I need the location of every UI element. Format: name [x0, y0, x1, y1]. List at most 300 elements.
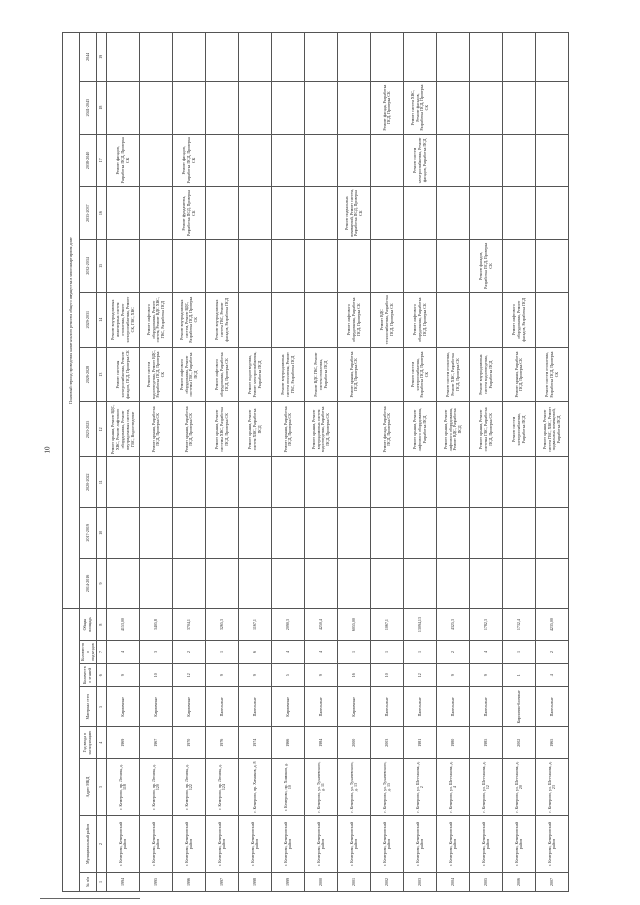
period-cell — [173, 240, 206, 293]
period-cell — [404, 457, 437, 508]
period-cell — [536, 558, 569, 609]
district-cell: г. Кемерово, Кемеровский район — [536, 816, 569, 873]
entrances-cell: 1 — [503, 640, 536, 663]
period-cell — [305, 240, 338, 293]
period-cell — [107, 457, 140, 508]
address-cell: г. Кемерово, ул. Шестакова, д. 2 — [404, 759, 437, 816]
period-cell: Ремонт водоотведения, Ремонт электроснабжения, Разработка ПСД — [239, 347, 272, 402]
entrances-cell: 4 — [107, 640, 140, 663]
period-cell — [470, 81, 503, 134]
period-cell — [371, 33, 404, 82]
period-cell — [206, 33, 239, 82]
address-cell: г. Кемерово, пр. Ленина, д. 118 — [107, 759, 140, 816]
period-cell — [503, 457, 536, 508]
period-cell: Ремонт крыши, Разработка ПСД, Проверка СК — [272, 402, 305, 457]
area-cell: 6055,00 — [338, 609, 371, 641]
period-cell — [239, 507, 272, 558]
period-cell — [173, 33, 206, 82]
table-row — [404, 33, 437, 892]
table-body — [107, 33, 569, 892]
floors-cell: 9 — [305, 664, 338, 687]
period-cell — [140, 558, 173, 609]
year-cell: 1969 — [107, 727, 140, 759]
row-number: 1994 — [107, 873, 140, 892]
period-cell: Ремонт систем электроснабжения, Разработка ПСД, Проверка СК — [404, 347, 437, 402]
capital-repair-table — [62, 32, 569, 892]
header-row — [80, 33, 97, 892]
walls-cell: Панельные — [239, 687, 272, 727]
period-cell — [206, 558, 239, 609]
floors-cell: 4 — [536, 664, 569, 687]
period-cell — [107, 507, 140, 558]
area-cell: 13094,13 — [404, 609, 437, 641]
period-cell: Ремонт внутридомовых систем отопления, Ремонт ГВС, Разработка ПСД — [272, 347, 305, 402]
period-cell — [305, 292, 338, 347]
district-cell: г. Кемерово, Кемеровский район — [404, 816, 437, 873]
period-cell — [404, 187, 437, 240]
period-cell — [503, 81, 536, 134]
period-cell — [272, 187, 305, 240]
district-cell: г. Кемерово, Кемеровский район — [272, 816, 305, 873]
column-header: 2026-2028 — [80, 347, 97, 402]
column-header: 2020-2022 — [80, 457, 97, 508]
walls-cell: Кирпичные — [140, 687, 173, 727]
year-cell: 1985 — [470, 727, 503, 759]
entrances-cell: 6 — [239, 640, 272, 663]
column-index: 16 — [97, 187, 107, 240]
table-row — [305, 33, 338, 892]
area-cell: 3405,8 — [140, 609, 173, 641]
year-cell: 1974 — [239, 727, 272, 759]
district-cell: г. Кемерово, Кемеровский район — [470, 816, 503, 873]
row-number: 1999 — [272, 873, 305, 892]
period-cell: Ремонт крыши, Ремонт системы ХВС, Разработка ПСД, Проверка СК — [206, 402, 239, 457]
period-cell — [437, 33, 470, 82]
column-header: 2029-2031 — [80, 292, 97, 347]
period-cell — [305, 134, 338, 187]
period-cell — [371, 507, 404, 558]
table-row — [338, 33, 371, 892]
entrances-cell: 2 — [173, 640, 206, 663]
period-cell — [404, 507, 437, 558]
period-cell — [470, 33, 503, 82]
period-cell: Ремонт крыши, Разработка ПСД, Проверка СК — [503, 347, 536, 402]
entrances-cell: 1 — [206, 640, 239, 663]
period-cell — [173, 507, 206, 558]
period-cell — [173, 457, 206, 508]
column-header: Муниципальный район — [80, 816, 97, 873]
period-cell — [536, 507, 569, 558]
period-cell — [272, 558, 305, 609]
period-cell — [404, 33, 437, 82]
column-header: Материал стен — [80, 687, 97, 727]
walls-cell: Кирпичные — [272, 687, 305, 727]
year-cell: 2003 — [371, 727, 404, 759]
walls-cell: Панельные — [371, 687, 404, 727]
table-row — [140, 33, 173, 892]
period-cell — [536, 33, 569, 82]
period-cell: Ремонт лифтового оборудования, Разработка ПСД, Проверка СК — [404, 292, 437, 347]
period-cell: Ремонт лифтового оборудования, Ремонт фасадов, Разработка ПСД — [503, 292, 536, 347]
period-cell — [140, 134, 173, 187]
period-cell — [206, 240, 239, 293]
period-cell — [239, 134, 272, 187]
column-header: Количество подъездов — [80, 640, 97, 663]
address-cell: г. Кемерово, ул. Тухачевского, д. 15 — [371, 759, 404, 816]
period-cell: Ремонт ВДС теплоснабжения, Разработка ПСД, Проверка СК — [371, 292, 404, 347]
floors-cell: 10 — [140, 664, 173, 687]
address-cell: г. Кемерово, ул. Шестакова, д. 4 — [437, 759, 470, 816]
table-row — [470, 33, 503, 892]
period-cell: Ремонт крыши, Ремонт лифтового оборудования, Разработка ПСД — [404, 402, 437, 457]
period-cell: Ремонт систем электроснабжения, Разработка ПСД — [503, 402, 536, 457]
period-caption: Плановый период проведения капитального ремонта общего имущества в многоквартирном доме — [63, 33, 80, 609]
period-cell — [239, 33, 272, 82]
table-row — [371, 33, 404, 892]
year-cell: 1966 — [272, 727, 305, 759]
area-cell: 4235,00 — [536, 609, 569, 641]
period-cell — [107, 81, 140, 134]
period-cell — [239, 292, 272, 347]
row-number: 2007 — [536, 873, 569, 892]
column-index: 2 — [97, 816, 107, 873]
period-cell — [503, 507, 536, 558]
column-header: 2038-2040 — [80, 134, 97, 187]
year-cell: 1976 — [206, 727, 239, 759]
district-cell: г. Кемерово, Кемеровский район — [140, 816, 173, 873]
entrances-cell: 4 — [470, 640, 503, 663]
period-cell — [338, 81, 371, 134]
year-cell: 1970 — [173, 727, 206, 759]
period-cell: Ремонт внутридомовых систем водоотведения, Разработка ПСД — [470, 347, 503, 402]
period-cell — [107, 33, 140, 82]
period-cell — [305, 457, 338, 508]
address-cell: г. Кемерово, ул. Шестакова, д. 12 — [470, 759, 503, 816]
period-cell: Ремонт крыши, Ремонт системы ГВС, Разработка ПСД, Проверка СК — [470, 402, 503, 457]
period-cell — [536, 457, 569, 508]
column-index: 19 — [97, 33, 107, 82]
address-cell: г. Кемерово, ул. Шестакова, д. 20 — [503, 759, 536, 816]
column-header: 2017-2019 — [80, 507, 97, 558]
period-cell — [536, 187, 569, 240]
entrances-cell: 1 — [404, 640, 437, 663]
column-index: 4 — [97, 727, 107, 759]
row-number: 1997 — [206, 873, 239, 892]
period-cell — [272, 507, 305, 558]
column-index: 6 — [97, 664, 107, 687]
area-cell: 1067,1 — [371, 609, 404, 641]
floors-cell: 9 — [437, 664, 470, 687]
column-header: Адрес МКД — [80, 759, 97, 816]
period-cell — [272, 292, 305, 347]
period-cell — [140, 33, 173, 82]
district-cell: г. Кемерово, Кемеровский район — [305, 816, 338, 873]
area-cell: 3265,3 — [206, 609, 239, 641]
period-cell — [371, 558, 404, 609]
period-cell — [470, 558, 503, 609]
district-cell: г. Кемерово, Кемеровский район — [503, 816, 536, 873]
address-cell: г. Кемерово, пр. Ленина, д. 124 — [206, 759, 239, 816]
address-cell: г. Кемерово, ул. Шестакова, д. 23 — [536, 759, 569, 816]
period-cell — [503, 134, 536, 187]
walls-cell: Кирпичные — [107, 687, 140, 727]
entrances-cell: 2 — [437, 640, 470, 663]
floors-cell: 9 — [107, 664, 140, 687]
period-cell — [107, 558, 140, 609]
period-cell — [140, 187, 173, 240]
district-cell: г. Кемерово, Кемеровский район — [371, 816, 404, 873]
walls-cell: Кирпичные — [338, 687, 371, 727]
entrances-cell: 4 — [272, 640, 305, 663]
column-index: 8 — [97, 609, 107, 641]
column-header: 2032-2034 — [80, 240, 97, 293]
period-cell — [371, 347, 404, 402]
period-cell: Ремонт фасадов, Разработка ПСД, Проверка СК — [470, 240, 503, 293]
column-header: 2041-2043 — [80, 81, 97, 134]
period-cell: Ремонт крыши, Разработка ПСД, Проверка СК — [338, 347, 371, 402]
period-cell — [536, 81, 569, 134]
period-cell — [470, 187, 503, 240]
period-cell: Ремонт крыши, Ремонт внутридомовых систем водоотведения, Разработка ПСД, Проверка СК — [305, 402, 338, 457]
table-row — [107, 33, 140, 892]
column-index: 12 — [97, 402, 107, 457]
period-cell: Ремонт крыши, Ремонт ВДС, ХВС, Ремонт лифтового оборудования, Ремонт внутридомовых систем, ГВС, Водоотведение — [107, 402, 140, 457]
column-index: 7 — [97, 640, 107, 663]
floors-cell: 10 — [371, 664, 404, 687]
period-cell: Ремонт крыши, Разработка ПСД, Проверка СК — [140, 402, 173, 457]
period-cell — [305, 81, 338, 134]
period-cell: Ремонт лифтового оборудования, Разработка ПСД, Проверка СК — [338, 292, 371, 347]
area-cell: 1167,1 — [239, 609, 272, 641]
entrances-cell: 1 — [371, 640, 404, 663]
period-cell — [206, 134, 239, 187]
district-cell: г. Кемерово, Кемеровский район — [338, 816, 371, 873]
period-cell — [437, 457, 470, 508]
row-number: 2006 — [503, 873, 536, 892]
period-cell — [140, 457, 173, 508]
period-cell: Ремонт систем электроснабжения, Ремонт фасадов, Разработка ПСД — [404, 134, 437, 187]
index-row — [97, 33, 107, 892]
period-cell — [338, 457, 371, 508]
period-cell: Ремонт лифтового оборудования, Ремонт систем, Ремонт ВДС ХВС, ГВС, Разработка ПСД — [140, 292, 173, 347]
column-index: 1 — [97, 873, 107, 892]
area-cell: 4250,4 — [305, 609, 338, 641]
period-cell — [305, 507, 338, 558]
area-cell: 2090,3 — [272, 609, 305, 641]
table-row — [173, 33, 206, 892]
row-number: 1995 — [140, 873, 173, 892]
period-cell — [371, 187, 404, 240]
floors-cell: 1 — [503, 664, 536, 687]
period-cell — [239, 240, 272, 293]
period-cell — [272, 457, 305, 508]
floors-cell: 9 — [206, 664, 239, 687]
period-cell: Ремонт подвальных помещений, Ремонт систем, Разработка ПСД, Проверка СК — [338, 187, 371, 240]
period-cell — [338, 402, 371, 457]
walls-cell: Кирпично-блочные — [503, 687, 536, 727]
year-cell: 1967 — [140, 727, 173, 759]
period-cell — [107, 187, 140, 240]
period-cell — [206, 507, 239, 558]
period-cell — [536, 292, 569, 347]
period-cell — [338, 507, 371, 558]
footnote-rule — [40, 898, 140, 899]
period-cell — [305, 558, 338, 609]
period-cell — [404, 558, 437, 609]
period-cell — [437, 240, 470, 293]
period-cell — [437, 507, 470, 558]
column-index: 15 — [97, 240, 107, 293]
period-cell — [272, 81, 305, 134]
floors-cell: 12 — [404, 664, 437, 687]
period-cell — [437, 558, 470, 609]
column-index: 17 — [97, 134, 107, 187]
walls-cell: Панельные — [305, 687, 338, 727]
period-cell — [503, 187, 536, 240]
district-cell: г. Кемерово, Кемеровский район — [173, 816, 206, 873]
period-cell — [239, 81, 272, 134]
walls-cell: Кирпичные — [173, 687, 206, 727]
rotated-sheet — [62, 32, 610, 892]
period-cell — [305, 33, 338, 82]
period-cell — [371, 134, 404, 187]
column-header: 2023-2025 — [80, 402, 97, 457]
period-cell — [437, 134, 470, 187]
period-cell: Ремонт систем отопления, Ремонт ХВС, Разработка ПСД, Проверка СК — [437, 347, 470, 402]
walls-cell: Панельные — [470, 687, 503, 727]
period-cell — [206, 187, 239, 240]
column-index: 18 — [97, 81, 107, 134]
period-cell — [503, 240, 536, 293]
row-number: 2005 — [470, 873, 503, 892]
district-cell: г. Кемерово, Кемеровский район — [437, 816, 470, 873]
period-cell: Ремонт фасадов, Разработка ПСД, Проверка СК — [173, 134, 206, 187]
walls-cell: Панельные — [437, 687, 470, 727]
period-cell: Ремонт лифтового оборудования, Разработка ПСД, Проверка СК — [206, 347, 239, 402]
header-spacer — [63, 609, 80, 892]
floors-cell: 9 — [239, 664, 272, 687]
entrances-cell: 3 — [140, 640, 173, 663]
entrances-cell: 4 — [305, 640, 338, 663]
address-cell: г. Кемерово, пр. Ленина, д. 122 — [173, 759, 206, 816]
period-cell — [503, 558, 536, 609]
column-header: Год ввода в эксплуатацию — [80, 727, 97, 759]
column-index: 9 — [97, 558, 107, 609]
column-index: 11 — [97, 457, 107, 508]
column-header: Количество этажей — [80, 664, 97, 687]
year-cell: 2002 — [503, 727, 536, 759]
period-cell — [470, 507, 503, 558]
period-cell — [206, 457, 239, 508]
column-index: 14 — [97, 292, 107, 347]
area-cell: 4153,00 — [107, 609, 140, 641]
period-cell: Ремонт крыши, Ремонт лифтового оборудования, Ремонт ВДС, Разработка ПСД — [437, 402, 470, 457]
row-number: 2001 — [338, 873, 371, 892]
floors-cell: 5 — [272, 664, 305, 687]
period-cell — [140, 507, 173, 558]
period-cell — [272, 33, 305, 82]
period-cell — [470, 292, 503, 347]
period-cell: Ремонт фасада, Разработка ПСД, Проверка СК — [371, 402, 404, 457]
period-cell: Ремонт фасадов, Разработка ПСД, Проверка СК — [107, 134, 140, 187]
period-cell: Ремонт внутридомовых инженерных систем отопления, Ремонт электроснабжения, Ремонт СК, ГВС, ХВС — [107, 292, 140, 347]
period-cell — [536, 240, 569, 293]
period-cell — [371, 240, 404, 293]
floors-cell: 16 — [338, 664, 371, 687]
period-cell: Ремонт систем отопления, Разработка ПСД, Проверка СК — [536, 347, 569, 402]
period-cell — [338, 558, 371, 609]
table-row — [536, 33, 569, 892]
period-cell — [338, 240, 371, 293]
district-cell: г. Кемерово, Кемеровский район — [206, 816, 239, 873]
period-cell: Ремонт крыши, Разработка ПСД, Проверка СК — [173, 402, 206, 457]
table-row — [503, 33, 536, 892]
floors-cell: 12 — [173, 664, 206, 687]
row-number: 1996 — [173, 873, 206, 892]
table-row — [272, 33, 305, 892]
period-cell: Ремонт фундамента, Разработка ПСД, Проверка СК — [173, 187, 206, 240]
column-header: 2035-2037 — [80, 187, 97, 240]
period-cell — [305, 187, 338, 240]
area-cell: 4325,3 — [437, 609, 470, 641]
column-header: 2044 — [80, 33, 97, 82]
row-number: 2003 — [404, 873, 437, 892]
period-cell: Ремонт крыши, Ремонт систем ГВС, ХВС, Ремонт подвальных помещений, Разработка ПСД — [536, 402, 569, 457]
period-cell — [272, 240, 305, 293]
period-cell: Ремонт систем ХВС, Ремонт фасадов, Разработка ПСД, Проверка СК — [404, 81, 437, 134]
walls-cell: Панельные — [536, 687, 569, 727]
period-cell — [338, 134, 371, 187]
area-cell: 3704,1 — [173, 609, 206, 641]
period-cell — [470, 134, 503, 187]
period-cell — [140, 81, 173, 134]
row-number: 2002 — [371, 873, 404, 892]
district-cell: г. Кемерово, Кемеровский район — [107, 816, 140, 873]
table-row — [437, 33, 470, 892]
column-index: 5 — [97, 687, 107, 727]
period-cell: Ремонт системы электроснабжения, Ремонт фасадов, ПСД, Проверка СК — [107, 347, 140, 402]
table-row — [239, 33, 272, 892]
entrances-cell: 2 — [536, 640, 569, 663]
period-cell — [206, 81, 239, 134]
period-cell — [272, 134, 305, 187]
period-cell — [404, 240, 437, 293]
address-cell: г. Кемерово, пр. Химиков, д. 8 — [239, 759, 272, 816]
period-cell: Ремонт внутридомовых систем, Ремонт ВДС, Разработка ПСД, Проверка СК — [173, 292, 206, 347]
period-cell: Ремонт внутридомовых систем ГВС, Ремонт фасадов, Разработка ПСД — [206, 292, 239, 347]
floors-cell: 9 — [470, 664, 503, 687]
period-cell: Ремонт крыши, Ремонт систем ХВС, Разработка ПСД — [239, 402, 272, 457]
area-cell: 1732,4 — [503, 609, 536, 641]
period-cell — [503, 33, 536, 82]
period-cell — [371, 457, 404, 508]
column-header: Общая площадь — [80, 609, 97, 641]
area-cell: 1782,3 — [470, 609, 503, 641]
year-cell: 1965 — [536, 727, 569, 759]
period-cell: Ремонт систем водоотведения, Ремонт ВДС, Разработка ПСД, Проверка СК — [140, 347, 173, 402]
column-header: № п/п — [80, 873, 97, 892]
period-cell — [338, 33, 371, 82]
year-cell: 2000 — [338, 727, 371, 759]
district-cell: г. Кемерово, Кемеровский район — [239, 816, 272, 873]
column-index: 13 — [97, 347, 107, 402]
year-cell: 1984 — [305, 727, 338, 759]
period-cell — [437, 81, 470, 134]
address-cell: г. Кемерово, ул. Тухачевского, д. 11 — [305, 759, 338, 816]
period-cell — [437, 292, 470, 347]
period-cell — [140, 240, 173, 293]
column-index: 3 — [97, 759, 107, 816]
